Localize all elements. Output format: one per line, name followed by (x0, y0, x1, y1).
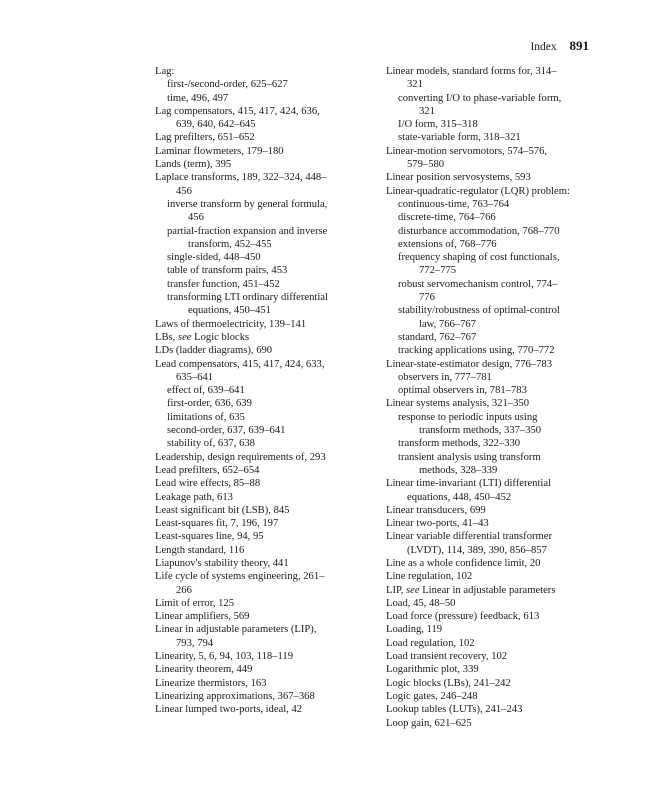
index-subentry (155, 264, 377, 277)
entry-line: Leadership, design requirements of, 293 (155, 451, 326, 463)
entry-line: Laminar flowmeters, 179–180 (155, 145, 284, 157)
entry-line: inverse transform by general formula, (167, 198, 328, 210)
index-entry (155, 344, 377, 357)
index-subentry (155, 78, 377, 91)
entry-line: converting I/O to phase-variable form, (398, 92, 562, 104)
entry-line: time, 496, 497 (167, 92, 229, 104)
entry-line: Linear variable differential transformer (386, 531, 552, 543)
index-column-right (386, 65, 618, 730)
entry-line: Liapunov's stability theory, 441 (155, 557, 289, 569)
entry-line: LBs, see Logic blocks (155, 331, 250, 343)
index-entry (155, 610, 377, 623)
entry-line: Loading, 119 (386, 624, 443, 636)
index-subentry (386, 411, 618, 438)
index-subentry (386, 371, 618, 384)
index-subentry (155, 251, 377, 264)
entry-line: Logic blocks (LBs), 241–242 (386, 677, 511, 689)
index-entry (155, 530, 377, 543)
index-entry (386, 530, 618, 557)
entry-line: transfer function, 451–452 (167, 278, 280, 290)
entry-line: frequency shaping of cost functionals, (398, 252, 560, 264)
index-entry (386, 610, 618, 623)
entry-line: Linearize thermistors, 163 (155, 677, 267, 689)
index-subentry (386, 211, 618, 224)
index-subentry (155, 437, 377, 450)
entry-line: Load transient recovery, 102 (386, 651, 508, 663)
index-entry (155, 570, 377, 597)
index-subentry (386, 238, 618, 251)
entry-line: state-variable form, 318–321 (398, 132, 521, 144)
entry-line: Line regulation, 102 (386, 571, 473, 583)
index-entry (386, 584, 618, 597)
index-subentry (386, 331, 618, 344)
index-entry (155, 65, 377, 78)
index-subentry (386, 131, 618, 144)
index-entry (155, 517, 377, 530)
index-entry (386, 517, 618, 530)
index-subentry (155, 384, 377, 397)
index-entry (386, 477, 618, 504)
index-subentry (155, 225, 377, 252)
entry-line: partial-fraction expansion and inverse (167, 225, 328, 237)
entry-line: Linearity, 5, 6, 94, 103, 118–119 (155, 651, 293, 663)
entry-line: response to periodic inputs using (398, 411, 538, 423)
entry-line: Linear-motion servomotors, 574–576, (386, 145, 548, 157)
index-subentry (386, 304, 618, 331)
page-number: 891 (569, 38, 589, 53)
entry-line: Linear amplifiers, 569 (155, 611, 250, 623)
entry-line: Least significant bit (LSB), 845 (155, 504, 290, 516)
index-entry (155, 623, 377, 650)
entry-continuation: transform, 452–455 (188, 238, 272, 250)
entry-continuation: law, 766–767 (419, 318, 476, 330)
index-entry (155, 105, 377, 132)
index-subentry (155, 291, 377, 318)
entry-line: first-order, 636, 639 (167, 398, 252, 410)
index-subentry (155, 397, 377, 410)
entry-line: limitations of, 635 (167, 411, 245, 423)
entry-line: table of transform pairs, 453 (167, 265, 288, 277)
entry-line: Lead wire effects, 85–88 (155, 478, 261, 490)
index-entry (386, 185, 618, 198)
entry-line: robust servomechanism control, 774– (398, 278, 558, 290)
entry-line: Linear lumped two-ports, ideal, 42 (155, 704, 303, 716)
index-subentry (386, 251, 618, 278)
index-entry (155, 703, 377, 716)
entry-line: Least-squares line, 94, 95 (155, 531, 264, 543)
entry-line: Lands (term), 395 (155, 159, 232, 171)
entry-continuation: 321 (407, 79, 423, 91)
index-subentry (386, 198, 618, 211)
entry-line: I/O form, 315–318 (398, 119, 478, 131)
index-entry (155, 131, 377, 144)
index-entry (155, 464, 377, 477)
index-entry (155, 358, 377, 385)
entry-line: transforming LTI ordinary differential (167, 292, 328, 304)
entry-continuation: methods, 328–339 (419, 464, 498, 476)
entry-line: Lag prefilters, 651–652 (155, 132, 255, 144)
entry-line: Leakage path, 613 (155, 491, 233, 503)
index-entry (386, 171, 618, 184)
index-column-left (155, 65, 377, 717)
entry-line: first-/second-order, 625–627 (167, 79, 288, 91)
entry-continuation: 321 (419, 105, 435, 117)
index-entry (386, 717, 618, 730)
index-subentry (386, 437, 618, 450)
index-subentry (386, 225, 618, 238)
entry-line: stability of, 637, 638 (167, 438, 255, 450)
running-header (530, 38, 589, 54)
entry-line: single-sided, 448–450 (167, 252, 261, 264)
index-entry (155, 477, 377, 490)
entry-line: Linear transducers, 699 (386, 504, 486, 516)
entry-line: stability/robustness of optimal-control (398, 305, 560, 317)
index-entry (386, 597, 618, 610)
entry-line: Lag compensators, 415, 417, 424, 636, (155, 105, 320, 117)
index-entry (386, 358, 618, 371)
index-entry (386, 623, 618, 636)
entry-line: transform methods, 322–330 (398, 438, 521, 450)
entry-line: Linear systems analysis, 321–350 (386, 398, 529, 410)
index-entry (386, 65, 618, 92)
entry-line: Life cycle of systems engineering, 261– (155, 571, 325, 583)
entry-line: Limit of error, 125 (155, 597, 235, 609)
entry-continuation: 793, 794 (176, 637, 214, 649)
entry-line: Linear time-invariant (LTI) differential (386, 478, 552, 490)
entry-line: Logic gates, 246–248 (386, 690, 478, 702)
index-entry (155, 504, 377, 517)
entry-line: LDs (ladder diagrams), 690 (155, 345, 273, 357)
entry-line: Laws of thermoelectricity, 139–141 (155, 318, 307, 330)
entry-line: Lookup tables (LUTs), 241–243 (386, 704, 523, 716)
entry-line: Lead prefilters, 652–654 (155, 464, 260, 476)
entry-line: Linear in adjustable parameters (LIP), (155, 624, 317, 636)
index-subentry (155, 424, 377, 437)
index-entry (155, 491, 377, 504)
index-entry (386, 570, 618, 583)
index-entry (386, 145, 618, 172)
entry-line: Load force (pressure) feedback, 613 (386, 611, 540, 623)
index-subentry (155, 278, 377, 291)
entry-line: Line as a whole confidence limit, 20 (386, 557, 541, 569)
index-entry (386, 650, 618, 663)
entry-line: continuous-time, 763–764 (398, 198, 510, 210)
entry-line: Least-squares fit, 7, 196, 197 (155, 518, 279, 530)
entry-line: Linear-quadratic-regulator (LQR) problem: (386, 185, 570, 197)
index-entry (155, 690, 377, 703)
entry-line: Laplace transforms, 189, 322–324, 448– (155, 172, 327, 184)
index-entry (386, 663, 618, 676)
index-subentry (386, 278, 618, 305)
index-subentry (155, 411, 377, 424)
index-entry (155, 677, 377, 690)
index-entry (386, 504, 618, 517)
entry-continuation: equations, 448, 450–452 (407, 491, 512, 503)
entry-line: extensions of, 768–776 (398, 238, 497, 250)
entry-line: disturbance accommodation, 768–770 (398, 225, 560, 237)
entry-line: Load regulation, 102 (386, 637, 475, 649)
entry-continuation: 772–775 (419, 265, 457, 277)
index-entry (386, 690, 618, 703)
entry-line: effect of, 639–641 (167, 385, 245, 397)
entry-line: Linear two-ports, 41–43 (386, 518, 489, 530)
index-subentry (386, 451, 618, 478)
section-title: Index (530, 41, 557, 53)
index-entry (155, 331, 377, 344)
entry-line: tracking applications using, 770–772 (398, 345, 555, 357)
index-entry (155, 557, 377, 570)
entry-line: optimal observers in, 781–783 (398, 385, 527, 397)
index-subentry (386, 92, 618, 119)
entry-continuation: equations, 450–451 (188, 305, 271, 317)
entry-line: Load, 45, 48–50 (386, 597, 456, 609)
index-subentry (386, 118, 618, 131)
index-entry (386, 703, 618, 716)
index-entry (155, 650, 377, 663)
entry-line: Linearizing approximations, 367–368 (155, 690, 315, 702)
entry-line: discrete-time, 764–766 (398, 212, 496, 224)
index-subentry (386, 344, 618, 357)
index-entry (155, 451, 377, 464)
index-entry (386, 637, 618, 650)
entry-line: Logarithmic plot, 339 (386, 664, 479, 676)
index-entry (155, 171, 377, 198)
entry-continuation: 579–580 (407, 159, 445, 171)
index-entry (386, 677, 618, 690)
entry-line: standard, 762–767 (398, 331, 477, 343)
index-entry (155, 544, 377, 557)
entry-line: Linearity theorem, 449 (155, 664, 253, 676)
index-entry (386, 557, 618, 570)
index-entry (155, 158, 377, 171)
entry-line: observers in, 777–781 (398, 371, 492, 383)
entry-continuation: 635–641 (176, 371, 214, 383)
entry-line: Linear models, standard forms for, 314– (386, 66, 557, 77)
index-entry (155, 145, 377, 158)
entry-continuation: 456 (188, 212, 204, 224)
index-entry (155, 663, 377, 676)
entry-continuation: 456 (176, 185, 192, 197)
entry-continuation: 266 (176, 584, 192, 596)
index-subentry (155, 198, 377, 225)
entry-line: Loop gain, 621–625 (386, 717, 472, 729)
entry-line: LIP, see Linear in adjustable parameters (386, 584, 556, 596)
index-subentry (386, 384, 618, 397)
entry-line: Lag: (155, 66, 175, 77)
entry-line: Length standard, 116 (155, 544, 245, 556)
index-subentry (155, 92, 377, 105)
index-entry (155, 318, 377, 331)
entry-line: Linear position servosystems, 593 (386, 172, 531, 184)
entry-line: Linear-state-estimator design, 776–783 (386, 358, 553, 370)
entry-continuation: 639, 640, 642–645 (176, 119, 256, 131)
index-entry (155, 597, 377, 610)
entry-line: second-order, 637, 639–641 (167, 425, 286, 437)
entry-continuation: 776 (419, 292, 435, 304)
entry-continuation: transform methods, 337–350 (419, 425, 542, 437)
index-entry (386, 397, 618, 410)
entry-continuation: (LVDT), 114, 389, 390, 856–857 (407, 544, 547, 556)
entry-line: transient analysis using transform (398, 451, 541, 463)
entry-line: Lead compensators, 415, 417, 424, 633, (155, 358, 325, 370)
